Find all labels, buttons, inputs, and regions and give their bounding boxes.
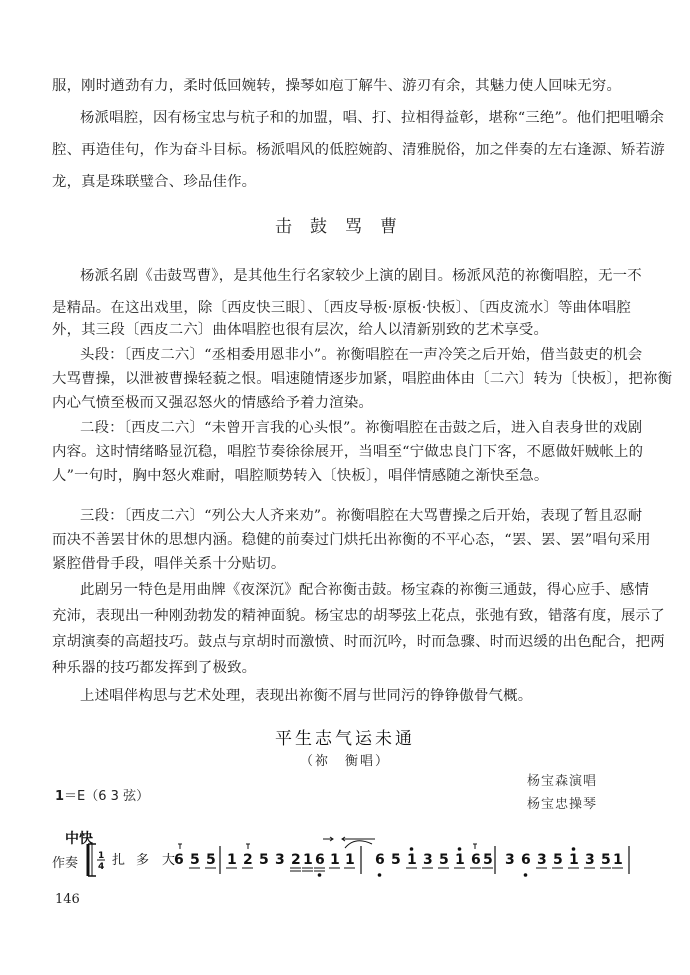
percussion-syllable: 大 xyxy=(162,853,176,868)
note: 2 xyxy=(243,852,253,868)
paragraph-line: 上述唱伴构思与艺术处理，表现出祢衡不屑与世同污的铮铮傲骨气概。 xyxy=(80,688,533,704)
svg-text:4: 4 xyxy=(98,862,105,872)
paragraph-line: 种乐器的技巧都发挥到了极致。 xyxy=(52,660,257,676)
intro-line: 龙，真是珠联璧合、珍品佳作。 xyxy=(52,174,257,190)
paragraph-line: 是精品。在这出戏里，除〔西皮快三眼〕、〔西皮导板·原板·快板〕、〔西皮流水〕等曲体唱腔 xyxy=(52,300,631,316)
note: 5 xyxy=(259,852,269,868)
paragraph-line: 紧腔借骨手段，唱伴关系十分贴切。 xyxy=(52,556,286,572)
paragraph-line: 内心气愤至极而又强忍怒火的情感给予着力渲染。 xyxy=(52,395,373,411)
note: 1 xyxy=(613,852,623,868)
note: 5 xyxy=(553,852,563,868)
note: 6 xyxy=(315,852,325,868)
key-detail: ＝E（6 3 弦） xyxy=(64,789,150,804)
score-subtitle: （祢 衡唱） xyxy=(299,754,390,769)
intro-line: 杨派唱腔，因有杨宝忠与杭子和的加盟，唱、打、拉相得益彰，堪称“三绝”。他们把咀嚼余 xyxy=(80,110,665,126)
octave-dot-high xyxy=(410,848,413,851)
credit-singer: 杨宝森演唱 xyxy=(527,774,598,789)
key-tonic: 1 xyxy=(55,789,65,804)
note: 5 xyxy=(391,852,401,868)
note: 6 xyxy=(471,852,481,868)
ornament-mark xyxy=(178,844,182,849)
intro-line: 腔、再造佳句，作为奋斗目标。杨派唱风的低腔婉韵、清雅脱俗，加之伴奏的左右逢源、矫若游 xyxy=(52,142,665,158)
note: 2 xyxy=(291,852,301,868)
ornament-mark xyxy=(473,844,477,849)
score-title: 平生志气运未通 xyxy=(275,729,415,749)
paragraph-line: 而决不善罢甘休的思想内涵。稳健的前奏过门烘托出祢衡的不平心态，“罢、罢、罢”唱句采用 xyxy=(52,532,651,548)
note: 3 xyxy=(537,852,547,868)
octave-dot-low xyxy=(378,874,381,877)
bowing-arrows xyxy=(323,837,375,841)
note: 5 xyxy=(439,852,449,868)
paragraph-line: 大骂曹操，以泄被曹操轻藐之恨。唱速随情逐步加紧，唱腔曲体由〔二六〕转为〔快板〕，把祢衡 xyxy=(52,371,673,387)
note: 1 xyxy=(303,852,313,868)
paragraph-line: 人”一句时，胸中怒火难耐，唱腔顺势转入〔快板〕，唱伴情感随之渐快至急。 xyxy=(52,468,549,484)
svg-text:1: 1 xyxy=(98,851,105,861)
paragraph-line: 头段：〔西皮二六〕“丞相委用恩非小”。祢衡唱腔在一声冷笑之后开始，借当鼓吏的机会 xyxy=(80,347,643,363)
note: 6 xyxy=(375,852,385,868)
staff-label: 作奏 xyxy=(52,856,79,871)
note: 5 xyxy=(601,852,611,868)
octave-dot-high xyxy=(458,848,461,851)
time-signature xyxy=(97,851,105,872)
note: 1 xyxy=(345,852,355,868)
note: 1 xyxy=(330,852,340,868)
tempo-marking: 中快 xyxy=(65,831,93,847)
note: 1 xyxy=(455,852,465,868)
octave-dot-low xyxy=(318,874,321,877)
paragraph-line: 充沛，表现出一种刚劲勃发的精神面貌。杨宝忠的胡琴弦上花点，张弛有致，错落有度，展示了 xyxy=(52,608,665,624)
octave-dot-low xyxy=(524,874,527,877)
note: 5 xyxy=(206,852,216,868)
paragraph-line: 外，其三段〔西皮二六〕曲体唱腔也很有层次，给人以清新别致的艺术享受。 xyxy=(52,322,549,338)
paragraph-line: 京胡演奏的高超技巧。鼓点与京胡时而激愤、时而沉吟，时而急骤、时而迟缓的出色配合，把两 xyxy=(52,634,665,650)
paragraph-line: 此剧另一特色是用曲牌《夜深沉》配合祢衡击鼓。杨宝森的祢衡三通鼓，得心应手、感情 xyxy=(80,582,650,598)
credit-accompanist: 杨宝忠操琴 xyxy=(527,797,598,812)
note: 6 xyxy=(521,852,531,868)
percussion-syllable: 多 xyxy=(136,853,150,868)
page-number: 146 xyxy=(55,892,80,907)
note: 1 xyxy=(407,852,417,868)
paragraph-line: 杨派名剧《击鼓骂曹》，是其他生行名家较少上演的剧目。杨派风范的祢衡唱腔，无一不 xyxy=(80,268,642,284)
octave-dot-high xyxy=(572,848,575,851)
note: 1 xyxy=(227,852,237,868)
note: 3 xyxy=(275,852,285,868)
note: 3 xyxy=(423,852,433,868)
note: 1 xyxy=(569,852,579,868)
note: 5 xyxy=(483,852,493,868)
jianpu-notation xyxy=(0,836,690,886)
paragraph-line: 二段：〔西皮二六〕“未曾开言我的心头恨”。祢衡唱腔在击鼓之后，进入自表身世的戏剧 xyxy=(80,420,643,436)
opening-bracket xyxy=(88,844,96,876)
note: 3 xyxy=(505,852,515,868)
percussion-syllable: 扎 xyxy=(112,853,126,868)
paragraph-line: 内容。这时情绪略显沉稳，唱腔节奏徐徐展开，当唱至“宁做忠良门下客，不愿做奸贼帐上的 xyxy=(52,444,644,460)
section-title: 击鼓骂曹 xyxy=(275,217,415,237)
tie-arc xyxy=(345,841,372,848)
note: 6 xyxy=(174,852,184,868)
paragraph-line: 三段：〔西皮二六〕“列公大人齐来劝”。祢衡唱腔在大骂曹操之后开始，表现了暂且忍耐 xyxy=(80,508,643,524)
key-signature xyxy=(55,785,149,804)
note: 3 xyxy=(585,852,595,868)
note: 5 xyxy=(190,852,200,868)
ornament-mark xyxy=(246,844,250,849)
intro-line: 服，刚时遒劲有力，柔时低回婉转，操琴如庖丁解牛、游刃有余，其魅力使人回味无穷。 xyxy=(52,78,622,94)
